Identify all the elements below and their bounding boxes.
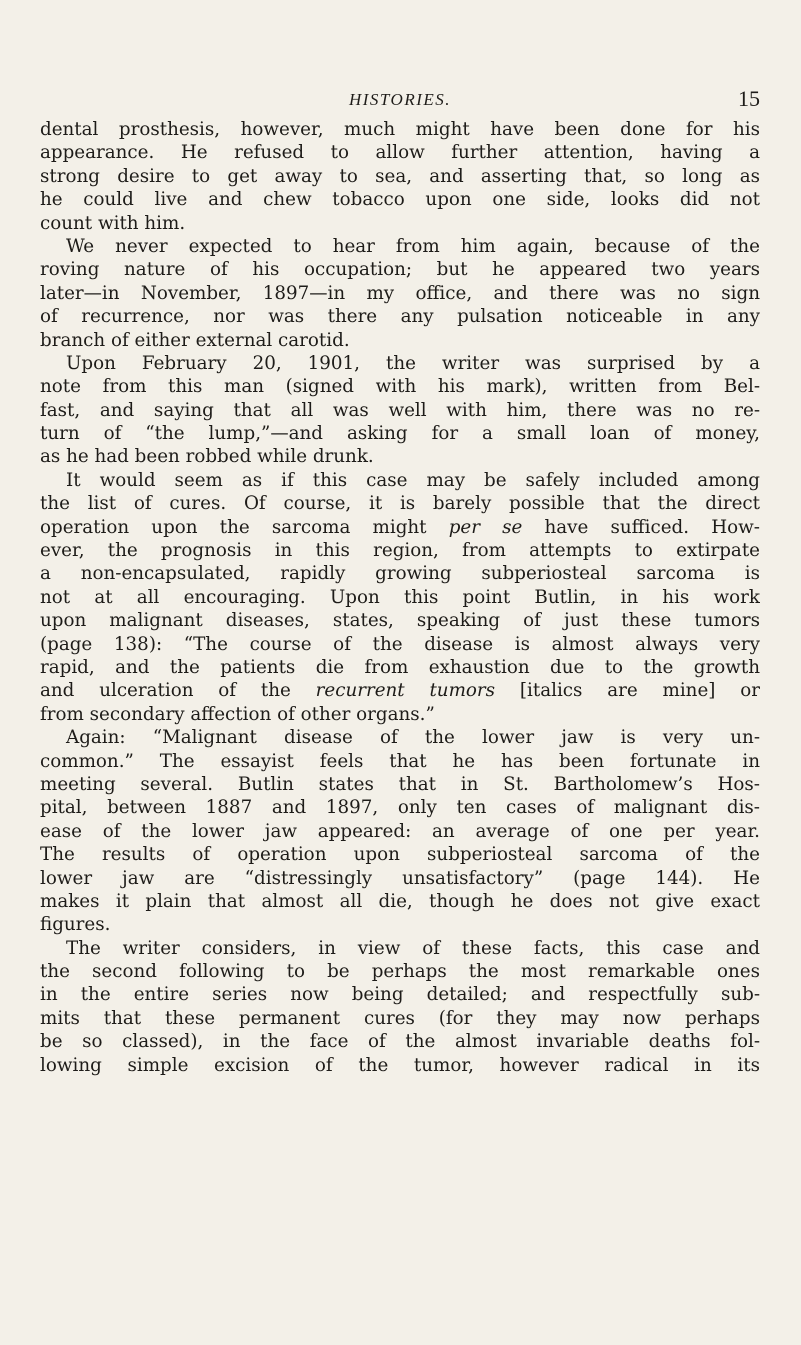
text-line: common.” The essayist feels that he has been fortunate in <box>40 750 760 772</box>
italic-phrase: per se <box>448 516 523 538</box>
body-text <box>40 118 760 1077</box>
text-line <box>40 679 760 702</box>
text-line: branch of either external carotid. <box>40 329 350 351</box>
text-line <box>40 516 760 539</box>
text-line: appearance. He refused to allow further attention, having a <box>40 142 760 164</box>
text-line: as he had been robbed while drunk. <box>40 446 374 468</box>
text-line: lowing simple excision of the tumor, however radical in its <box>40 1054 760 1076</box>
running-head <box>40 84 760 114</box>
text-line: We never expected to hear from him again, because of the <box>66 235 760 257</box>
text-line: strong desire to get away to sea, and asserting that, so long as <box>40 165 760 187</box>
text-line: The results of operation upon subperiosteal sarcoma of the <box>40 844 760 866</box>
text-line: figures. <box>40 914 111 936</box>
text-run: operation upon the sarcoma might <box>40 516 449 538</box>
text-line: mits that these permanent cures (for they may now perhaps <box>40 1007 760 1029</box>
text-line: count with him. <box>40 212 186 234</box>
text-line: upon malignant diseases, states, speaking of just these tumors <box>40 610 760 632</box>
text-line: (page 138): “The course of the disease is almost always very <box>40 633 760 655</box>
text-line: a non-encapsulated, rapidly growing subperiosteal sarcoma is <box>40 563 760 585</box>
page-number: 15 <box>738 86 760 111</box>
text-line: roving nature of his occupation; but he appeared two years <box>40 259 760 281</box>
text-line: ever, the prognosis in this region, from attempts to extirpate <box>40 540 760 562</box>
text-line: from secondary affection of other organs.” <box>40 703 435 725</box>
text-line: of recurrence, nor was there any pulsation noticeable in any <box>40 306 760 328</box>
text-line: It would seem as if this case may be safely included among <box>66 469 760 491</box>
text-line: fast, and saying that all was well with him, there was no re- <box>40 399 760 421</box>
text-line: meeting several. Butlin states that in St. Bartholomew’s Hos- <box>40 773 760 795</box>
text-line: makes it plain that almost all die, though he does not give exact <box>40 890 760 912</box>
text-run: [italics are mine] or <box>495 680 760 702</box>
text-line: be so classed), in the face of the almost invariable deaths fol- <box>40 1031 760 1053</box>
text-line: he could live and chew tobacco upon one side, looks did not <box>40 189 760 211</box>
text-line: Again: “Malignant disease of the lower jaw is very un- <box>66 727 760 749</box>
text-line: dental prosthesis, however, much might have been done for his <box>40 119 760 140</box>
text-line: rapid, and the patients die from exhaustion due to the growth <box>40 656 760 678</box>
text-run: have sufficed. How- <box>522 516 760 538</box>
text-line: the list of cures. Of course, it is barely possible that the direct <box>40 493 760 515</box>
text-line: note from this man (signed with his mark), written from Bel- <box>40 376 760 398</box>
text-line: not at all encouraging. Upon this point Butlin, in his work <box>40 586 760 608</box>
text-line: turn of “the lump,”—and asking for a small loan of money, <box>40 423 760 445</box>
text-line: lower jaw are “distressingly unsatisfactory” (page 144). He <box>40 867 760 889</box>
text-line: The writer considers, in view of these facts, this case and <box>66 937 760 959</box>
italic-phrase: recurrent tumors <box>315 680 496 702</box>
text-line: in the entire series now being detailed; and respectfully sub- <box>40 984 760 1006</box>
text-line: pital, between 1887 and 1897, only ten cases of malignant dis- <box>40 797 760 819</box>
text-line: ease of the lower jaw appeared: an average of one per year. <box>40 820 760 842</box>
text-line: Upon February 20, 1901, the writer was surprised by a <box>66 352 760 374</box>
text-line: the second following to be perhaps the most remarkable ones <box>40 961 760 983</box>
text-run: and ulceration of the <box>40 680 316 702</box>
text-line: later—in November, 1897—in my office, and there was no sign <box>40 282 760 304</box>
running-title: HISTORIES. <box>348 90 452 109</box>
